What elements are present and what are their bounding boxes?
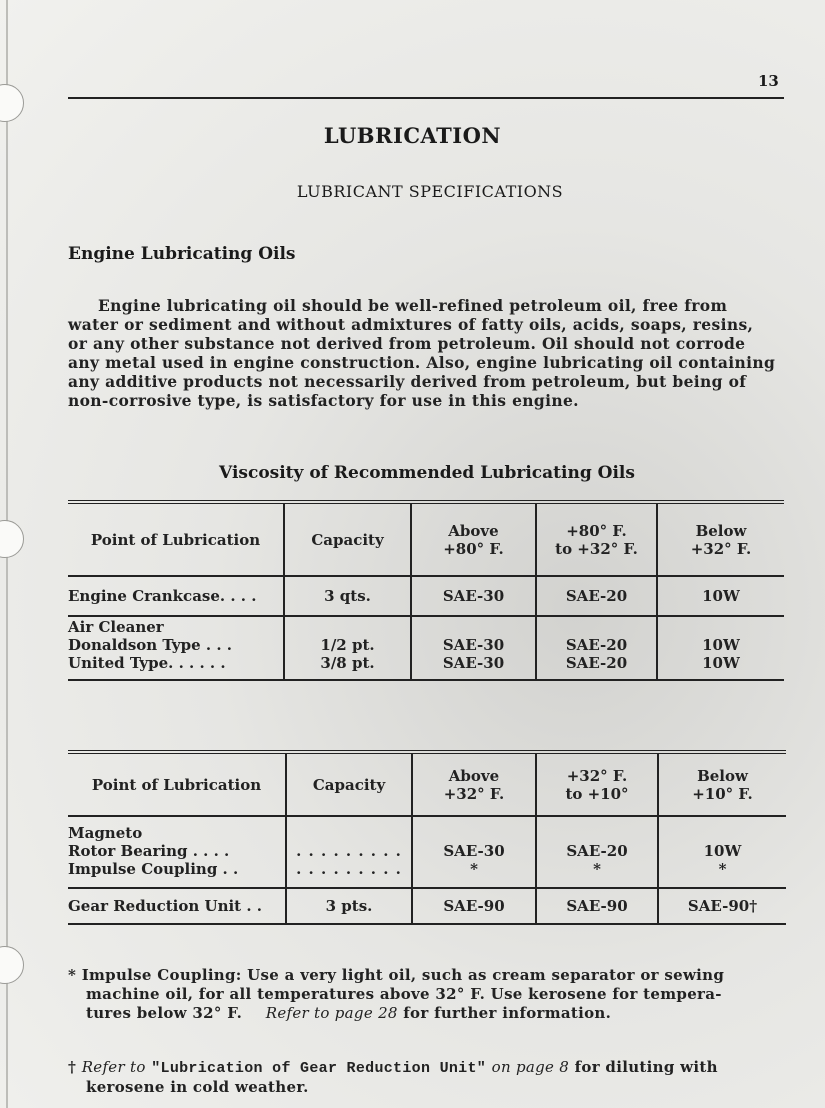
punch-hole (0, 84, 24, 122)
header-capacity: Capacity (286, 752, 412, 816)
paragraph-line: water or sediment and without admixtures of fatty oils, acids, soaps, resins, (68, 315, 754, 334)
row-oil-high: SAE-90 (412, 888, 536, 924)
page-number: 13 (758, 72, 779, 90)
footnote-marker: † (68, 1058, 77, 1076)
row-point: Donaldson Type . . . (68, 636, 284, 654)
section-heading: Engine Lubricating Oils (68, 244, 296, 264)
row-capacity: . . . . . . . . . (286, 860, 412, 888)
row-oil-mid: SAE-20 (536, 636, 657, 654)
header-temp-mid: +80° F. to +32° F. (536, 502, 657, 576)
footnote-marker: * (68, 966, 77, 984)
row-point: Engine Crankcase. . . . (68, 576, 284, 616)
punch-hole (0, 946, 24, 984)
page-reference: Refer to page 28 (265, 1004, 398, 1022)
header-temp-low: Below +32° F. (690, 521, 752, 558)
row-oil-high: SAE-30 (412, 842, 536, 860)
paragraph-line: any metal used in engine construction. Also, engine lubricating oil containing (68, 353, 776, 372)
row-capacity: 3 pts. (286, 888, 412, 924)
table-header-row (68, 502, 784, 576)
row-point: United Type. . . . . . (68, 654, 284, 680)
table-row (68, 816, 786, 842)
row-oil-low: 10W (702, 636, 740, 654)
table-header-row (68, 752, 786, 816)
paragraph-line: any additive products not necessarily derived from petroleum, but being of (68, 372, 747, 391)
header-temp-low: Below +10° F. (692, 766, 753, 803)
paragraph-line: non-corrosive type, is satisfactory for use in this engine. (68, 391, 579, 410)
row-point: Gear Reduction Unit . . (68, 888, 286, 924)
viscosity-table-2 (68, 750, 786, 925)
row-point: Impulse Coupling . . (68, 860, 286, 888)
paragraph-line: or any other substance not derived from petroleum. Oil should not corrode (68, 334, 746, 353)
row-oil-high: SAE-30 (411, 576, 536, 616)
header-rule (68, 97, 784, 99)
header-capacity: Capacity (284, 502, 411, 576)
header-temp-mid: +32° F. to +10° (536, 752, 658, 816)
row-capacity: 1/2 pt. (284, 636, 411, 654)
page-title: LUBRICATION (323, 123, 502, 148)
header-point: Point of Lubrication (68, 502, 284, 576)
section-reference: "Lubrication of Gear Reduction Unit" (151, 1060, 487, 1077)
row-oil-low: SAE-90† (687, 897, 758, 915)
row-point: Rotor Bearing . . . . (68, 842, 286, 860)
header-temp-high: Above +80° F. (411, 502, 536, 576)
row-capacity: 3 qts. (284, 576, 411, 616)
table-row (68, 616, 784, 636)
row-oil-low: * (718, 860, 727, 878)
row-oil-low: 10W (702, 654, 740, 672)
group-label: Magneto (68, 816, 286, 842)
table-row (68, 636, 784, 654)
row-oil-mid: SAE-20 (536, 842, 658, 860)
row-oil-mid: SAE-20 (536, 576, 657, 616)
table-row (68, 888, 786, 924)
row-oil-high: SAE-30 (411, 654, 536, 680)
table-row (68, 860, 786, 888)
paragraph-line: Engine lubricating oil should be well-refined petroleum oil, free from (98, 296, 728, 315)
table-row (68, 576, 784, 616)
header-point: Point of Lubrication (68, 752, 286, 816)
page-subtitle: LUBRICANT SPECIFICATIONS (296, 182, 564, 201)
row-capacity: . . . . . . . . . (286, 842, 412, 860)
row-oil-high: * (412, 860, 536, 888)
table-row (68, 842, 786, 860)
group-label: Air Cleaner (68, 616, 284, 636)
viscosity-table-1 (68, 500, 784, 681)
row-capacity: 3/8 pt. (284, 654, 411, 680)
footnote-gear-reduction: † Refer to "Lubrication of Gear Reduction Unit" on page 8 for diluting with kerosene in cold weather. (68, 1058, 718, 1096)
row-oil-mid: SAE-90 (536, 888, 658, 924)
punch-hole (0, 520, 24, 558)
row-oil-high: SAE-30 (411, 636, 536, 654)
table-caption: Viscosity of Recommended Lubricating Oils (219, 463, 635, 483)
table-row (68, 654, 784, 680)
row-oil-mid: * (536, 860, 658, 888)
row-oil-low: 10W (702, 587, 740, 605)
header-temp-high: Above +32° F. (412, 752, 536, 816)
row-oil-mid: SAE-20 (536, 654, 657, 680)
row-oil-low: 10W (703, 842, 742, 860)
body-paragraph (68, 296, 788, 410)
footnote-impulse-coupling: * Impulse Coupling: Use a very light oil, such as cream separator or sewing machine oil, for all temperatures above 32° F. Use kerosene for tempera- tures below 32° F. Refer to page 28 for further information. (68, 966, 725, 1022)
